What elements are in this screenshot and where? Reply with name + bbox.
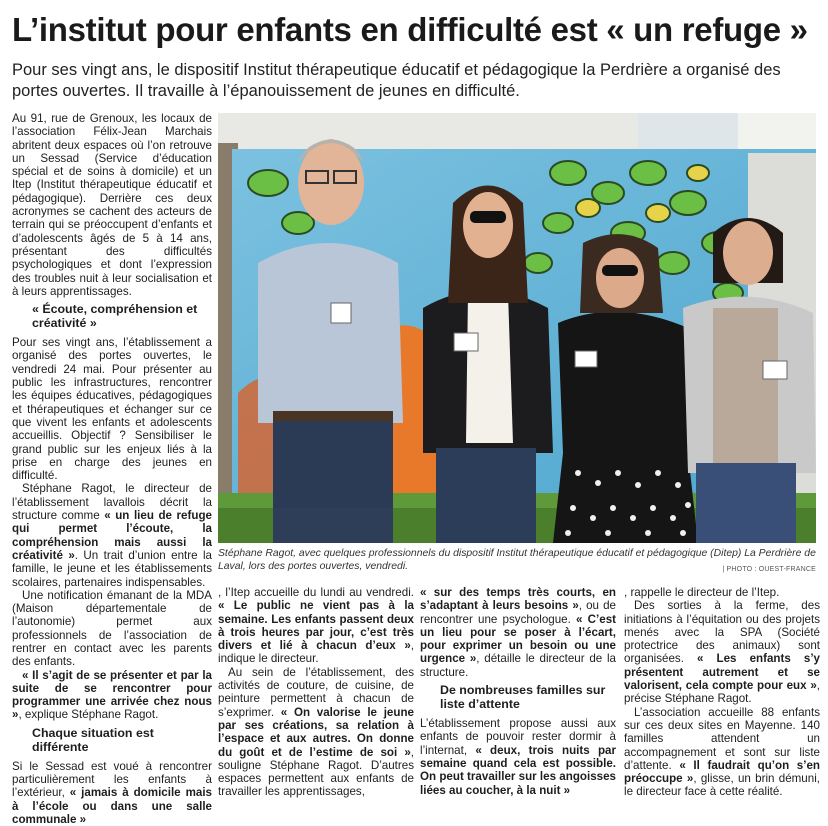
photo-caption: Stéphane Ragot, avec quelques professionnels du dispositif Institut thérapeutique éducatif et pédagogique (Ditep) La Perdrière de Laval, lors des portes ouvertes, vendredi. bbox=[218, 548, 816, 572]
paragraph: L’association accueille 88 enfants sur ces deux sites en Mayenne. 140 familles attendent un accompagnement et sont sur liste d’attente. « Il faudrait qu’on s’en préoccupe », glisse, un brin démuni, le directeur face à cette réalité. bbox=[624, 705, 820, 799]
article-subtitle: Pour ses vingt ans, le dispositif Institut thérapeutique éducatif et pédagogique la Perdrière a organisé des portes ouvertes. Il travaille à l’épanouissement de jeunes en difficulté. bbox=[12, 61, 781, 100]
paragraph: L’établissement propose aussi aux enfants de pouvoir rester dormir à l’internat, « deux, trois nuits par semaine quand cela est possible. On peut travailler sur les angoisses liées au coucher, à la nuit » bbox=[420, 717, 617, 797]
intertitle: « Écoute, compréhension et créativité » bbox=[32, 302, 198, 331]
intertitle: De nombreuses familles sur liste d’attente bbox=[440, 683, 606, 712]
paragraph: « Il s’agit de se présenter et par la suite de se rencontrer pour programmer une arrivée chez nous », explique Stéphane Ragot. bbox=[12, 668, 212, 722]
paragraph: Pour ses vingt ans, l’établissement a organisé des portes ouvertes, le vendredi 24 mai. Pour présenter au public les infrastructures, rencontrer les équipes éducatives, pédagogiques et thérapeutiques et échanger sur ce que vivent les enfants et adolescents accueillis. Objectif ? Sensibiliser le grand public sur les enjeux liés à la prise en charge des jeunes en difficulté. bbox=[12, 336, 212, 483]
paragraph: Des sorties à la ferme, des initiations à l’équitation ou des projets menés avec la SPA (Société protectrice des animaux) sont organisées. « Les enfants s’y présentent autrement et se valorisent, cela compte pour eux », précise Stéphane Ragot. bbox=[624, 599, 820, 706]
article-title: L’institut pour enfants en difficulté est « un refuge » bbox=[12, 11, 808, 48]
text-column-3 bbox=[420, 586, 616, 797]
paragraph: Stéphane Ragot, le directeur de l’établissement lavallois décrit la structure comme « un lieu de refuge qui permet l’écoute, la compréhension mais aussi la créativité ». Un trait d’union entre la famille, le jeune et les établissements scolaires, partenaires indispensables. bbox=[12, 482, 212, 589]
paragraph: , rappelle le directeur de l’Itep. bbox=[624, 586, 780, 599]
photo-credit: | PHOTO : OUEST-FRANCE bbox=[722, 566, 816, 573]
intertitle: Chaque situation est différente bbox=[32, 725, 154, 754]
text-column-4 bbox=[624, 586, 820, 799]
paragraph: , l’Itep accueille du lundi au vendredi. « Le public ne vient pas à la semaine. Les enfants passent deux à trois heures par jour, c’est très divers et lié à chacun d’eux », indique le directeur. bbox=[218, 586, 414, 666]
paragraph: Une notification émanant de la MDA (Maison départementale de l’autonomie) permet aux professionnels de l’association de rentrer en contact avec les parents des enfants. bbox=[12, 588, 212, 669]
paragraph: « sur des temps très courts, en s’adaptant à leurs besoins », ou de rencontrer une psychologue. « C’est un lieu pour se poser à l’écart, pour exprimer un besoin ou une urgence », détaille le directeur de la structure. bbox=[420, 586, 616, 679]
paragraph: Si le Sessad est voué à rencontrer particulièrement les enfants à l’extérieur, « jamais à domicile mais à l’école ou dans une salle communale » bbox=[12, 759, 212, 826]
paragraph: Au sein de l’établissement, des activités de couture, de cuisine, de peinture permettent à chacun de s’exprimer. « On valorise le jeune par ses créations, sa relation à l’espace et aux autres. On donne du goût et de l’estime de soi », souligne Stéphane Ragot. D’autres espaces permettent aux enfants de travailler les apprentissages, bbox=[218, 665, 414, 799]
text-column-2 bbox=[218, 586, 414, 799]
article-photo bbox=[218, 113, 816, 543]
group-photo-illustration bbox=[218, 113, 816, 543]
paragraph: Au 91, rue de Grenoux, les locaux de l’association Félix-Jean Marchais abritent deux espaces où l’on retrouve un Sessad (Service d’éducation spécial et de soins à domicile) et un Itep (Institut thérapeutique éducatif et pédagogique). Derrière ces deux acronymes se cachent des acteurs de terrain qui se préoccupent d’enfants et d’adolescents âgés de 5 à 14 ans, présentant des difficultés psychologiques et dont l’expression des troubles nuit à leur socialisation et à leurs apprentissages. bbox=[12, 112, 212, 298]
text-column-1 bbox=[12, 112, 212, 826]
